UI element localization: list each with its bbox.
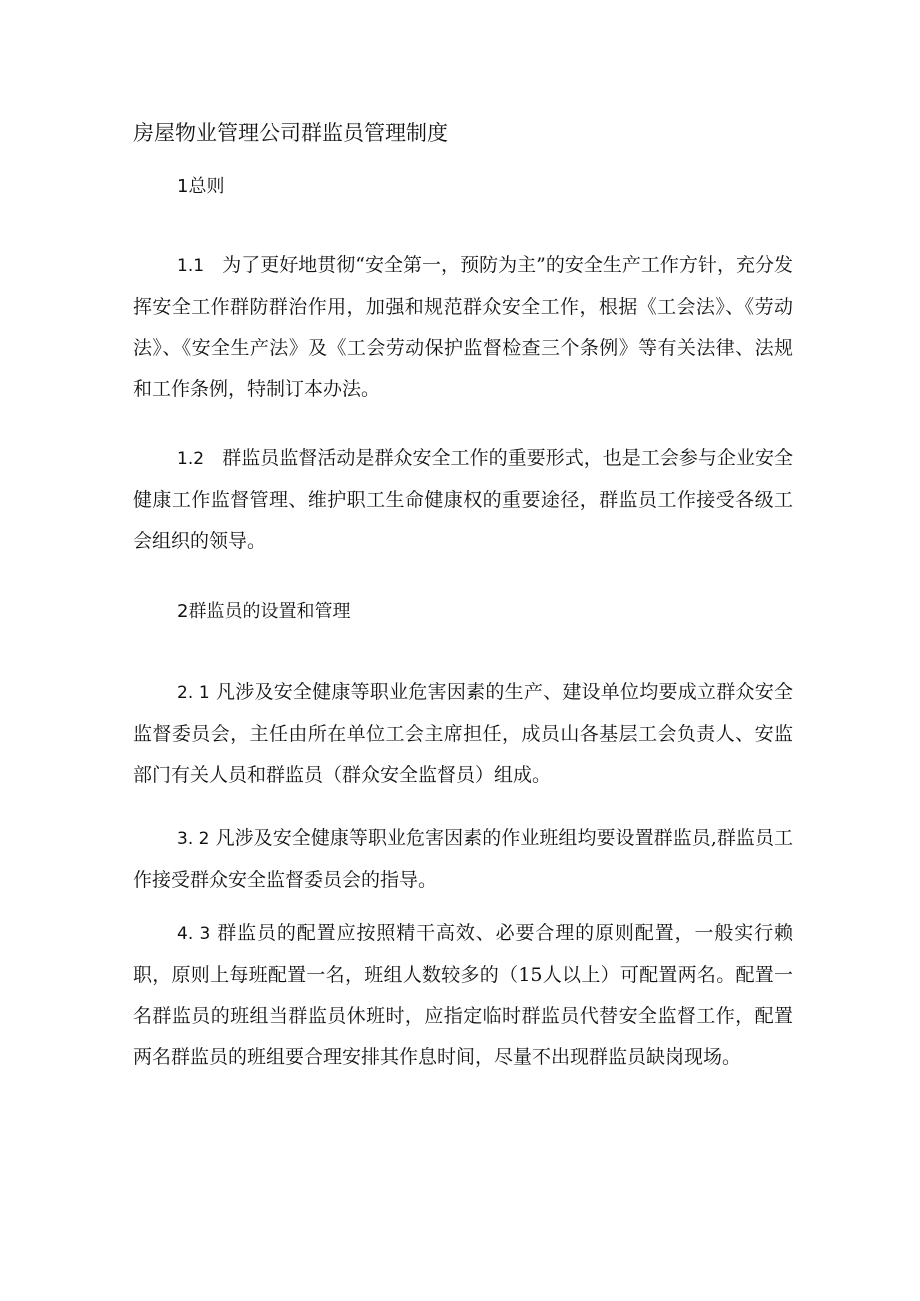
section-heading-general: 1总则	[177, 176, 225, 197]
paragraph-text: 为了更好地贯彻“安全第一，预防为主”的安全生产工作方针，充分发挥安全工作群防群治作用，加强和规范群众安全工作，根据《工会法》、《劳动法》、《安全生产法》及《工会劳动保护监督检查三个条例》等有关法律、法规和工作条例，特制订本办法。	[133, 254, 793, 400]
document-title: 房屋物业管理公司群监员管理制度	[133, 121, 448, 145]
paragraph-3-2	[133, 818, 793, 901]
paragraph-text: 群监员监督活动是群众安全工作的重要形式，也是工会参与企业安全健康工作监督管理、维护职工生命健康权的重要途径，群监员工作接受各级工会组织的领导。	[133, 447, 793, 552]
paragraph-number: 1.1	[177, 256, 205, 276]
paragraph-4-3	[133, 913, 793, 1078]
section-heading-setup: 2群监员的设置和管理	[177, 601, 351, 622]
paragraph-number: 4. 3	[177, 924, 211, 944]
paragraph-text: 群监员的配置应按照精干高效、必要合理的原则配置，一般实行赖职，原则上每班配置一名，班组人数较多的（15人以上）可配置两名。配置一名群监员的班组当群监员休班时，应指定临时群监员代替安全监督工作，配置两名群监员的班组要合理安排其作息时间，尽量不出现群监员缺岗现场。	[133, 922, 793, 1068]
paragraph-number: 1.2	[177, 449, 205, 469]
paragraph-text: 凡涉及安全健康等职业危害因素的生产、建设单位均要成立群众安全监督委员会，主任由所在单位工会主席担任，成员山各基层工会负责人、安监部门有关人员和群监员（群众安全监督员）组成。	[133, 681, 793, 786]
paragraph-1-1	[133, 245, 793, 410]
paragraph-1-2	[133, 438, 793, 562]
paragraph-number: 2. 1	[177, 683, 210, 703]
paragraph-text: 凡涉及安全健康等职业危害因素的作业班组均要设置群监员,群监员工作接受群众安全监督委员会的指导。	[133, 827, 793, 891]
paragraph-number: 3. 2	[177, 829, 210, 849]
paragraph-2-1	[133, 672, 793, 796]
